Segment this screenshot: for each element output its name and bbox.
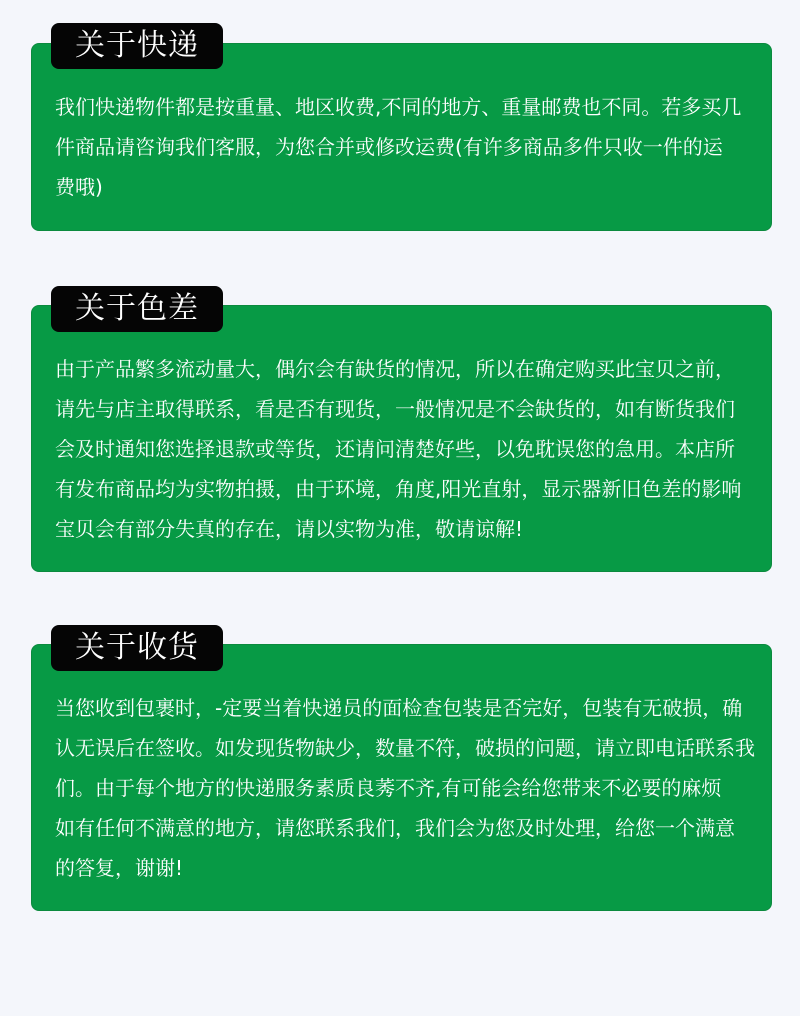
receiving-text: 当您收到包裹时，-定要当着快递员的面检查包装是否完好，包装有无破损，确 认无误后在签收。如发现货物缺少，数量不符，破损的问题，请立即电话联系我 们。由于每个地方的快递服务素质良莠不齐,有可能会给您带来不必要的麻烦 如有任何不满意的地方，请您联系我们，我们会为您及时处理，给您一个满意 的答复，谢谢! xyxy=(55,696,755,880)
color-difference-card xyxy=(31,305,772,572)
shipping-card xyxy=(31,43,772,231)
receiving-card xyxy=(31,644,772,911)
shipping-title: 关于快递 xyxy=(51,23,223,69)
receiving-title: 关于收货 xyxy=(51,625,223,671)
shipping-text: 我们快递物件都是按重量、地区收费,不同的地方、重量邮费也不同。若多买几 件商品请咨询我们客服，为您合并或修改运费(有许多商品多件只收一件的运 费哦) xyxy=(55,95,742,199)
color-difference-text: 由于产品繁多流动量大，偶尔会有缺货的情况，所以在确定购买此宝贝之前， 请先与店主取得联系，看是否有现货，一般情况是不会缺货的，如有断货我们 会及时通知您选择退款或等货，还请问清楚好些，以免耽误您的急用。本店所 有发布商品均为实物拍摄，由于环境，角度,阳光直射，显示器新旧色差的影响 宝贝会有部分失真的存在，请以实物为准，敬请谅解! xyxy=(55,357,742,541)
color-difference-title: 关于色差 xyxy=(51,286,223,332)
